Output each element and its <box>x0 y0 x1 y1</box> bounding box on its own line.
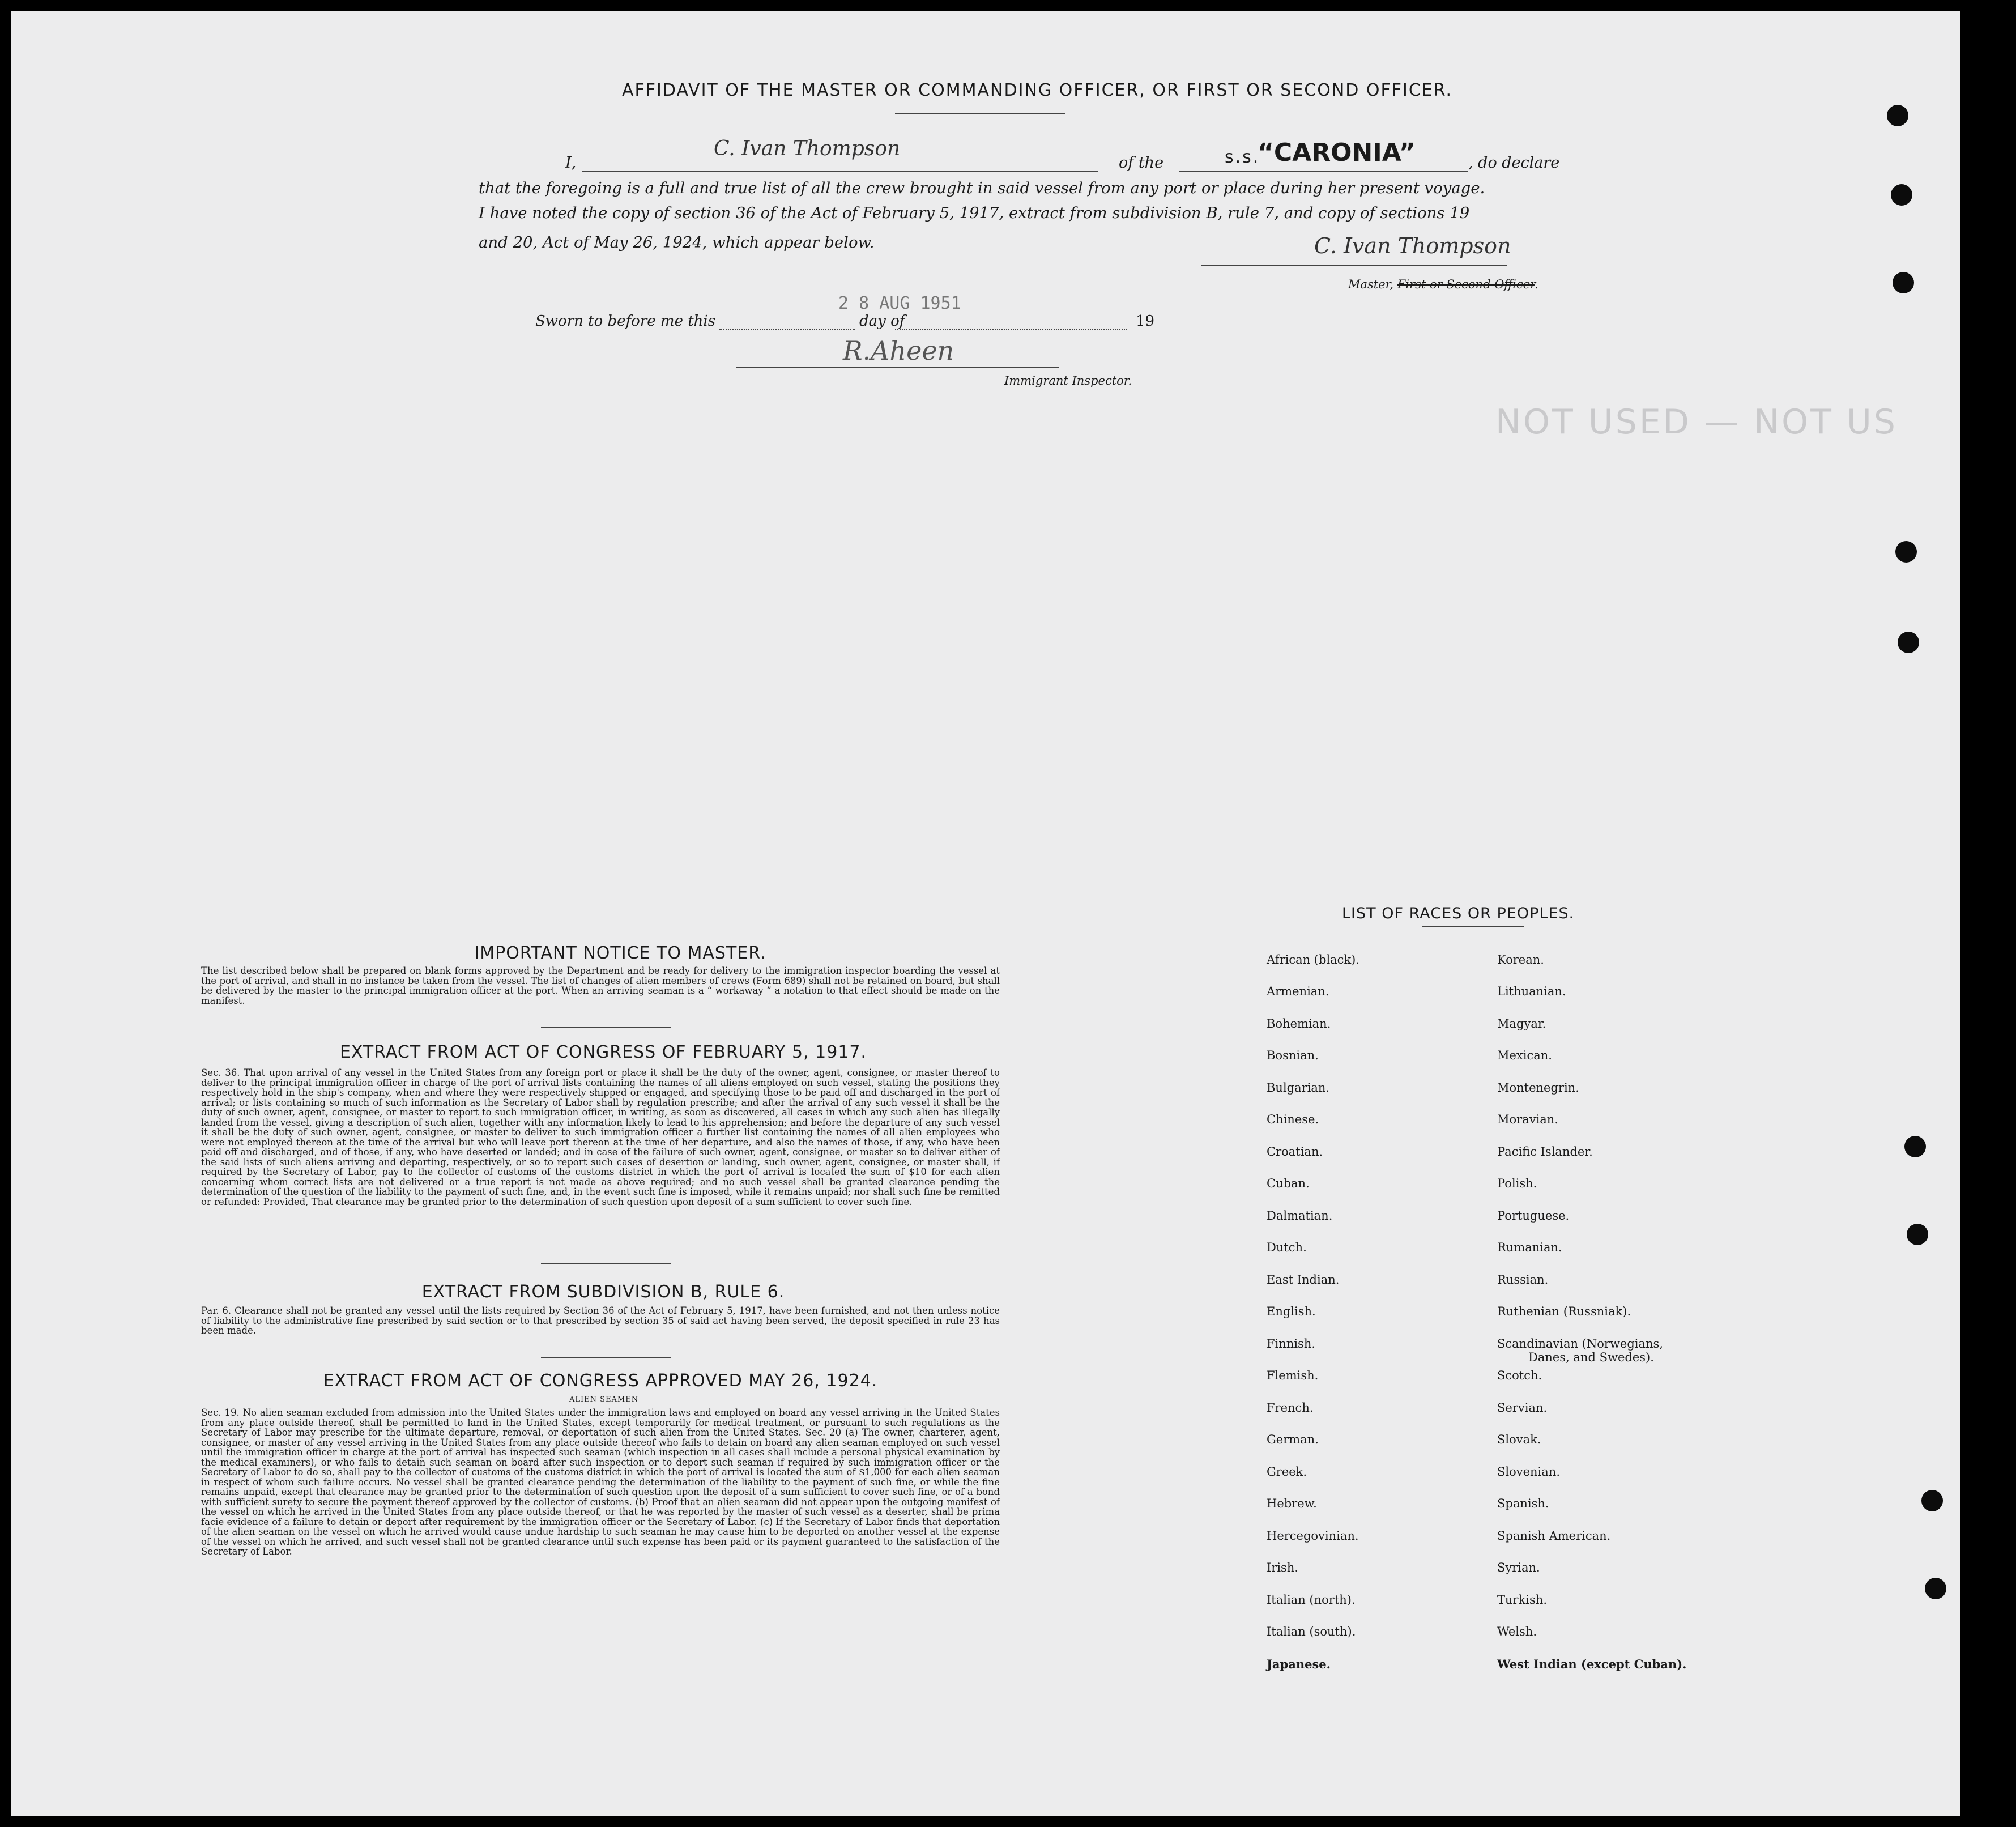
race-item: Spanish American. <box>1497 1529 1611 1543</box>
day-of-label: day of <box>859 313 905 330</box>
race-item: Slovenian. <box>1497 1465 1560 1479</box>
race-item: Slovak. <box>1497 1433 1541 1446</box>
master-title: Master, First or Second Officer. <box>1348 278 1538 291</box>
race-item: Cuban. <box>1267 1177 1310 1190</box>
race-item: Scotch. <box>1497 1369 1542 1382</box>
race-item: French. <box>1267 1401 1314 1415</box>
declaration-line-2: I have noted the copy of section 36 of the Act of February 5, 1917, extract from subdivision B, rule 7, and copy of sections 19 <box>479 204 1470 222</box>
race-item: Bohemian. <box>1267 1017 1331 1030</box>
extract3-text: Sec. 19. No alien seaman excluded from admission into the United States under the immigration laws and employed on board any vessel arriving in the United States from any place outside thereof, shall be permitted to land in the United States, except temporarily for medical treatment, or pursuant to such regulations as the Secretary of Labor may prescribe for the ultimate departure, removal, or deportation of such alien from the United States. Sec. 20 (a) The owner, charterer, agent, consignee, or master of any vessel arriving in the United States from any place outside thereof who fails to detain on board any alien seaman employed on such vessel until the immigration officer in charge at the port of arrival has inspected such seaman (which inspection in all cases shall include a personal physical examination by the medical examiners), or who fails to detain such seaman on board after such inspection or to deport such seaman if required by such immigration officer or the Secretary of Labor to do so, shall pay to the collector of customs of the customs district in which the port of arrival is located the sum of $1,000 for each alien seaman in respect of whom such failure occurs. No vessel shall be granted clearance pending the determination of the liability to the payment of such fine, or while the fine remains unpaid, except that clearance may be granted prior to the determination of such question upon the deposit of a sum sufficient to cover such fine, or of a bond with sufficient surety to secure the payment thereof approved by the collector of customs. (b) Proof that an alien seaman did not appear upon the outgoing manifest of the vessel on which he arrived in the United States from any place outside thereof, or that he was reported by the master of such vessel as a deserter, shall be prima facie evidence of a failure to detain or deport after requirement by the immigration officer or the Secretary of Labor. (c) If the Secretary of Labor finds that deportation of the alien seaman on the vessel on which he arrived would cause undue hardship to such seaman he may cause him to be deported on another vessel at the expense of the vessel on which he arrived, and such vessel shall not be granted clearance until such expense has been paid or its payment guaranteed to the satisfaction of the Secretary of Labor. <box>201 1407 1000 1557</box>
race-item: Montenegrin. <box>1497 1081 1579 1095</box>
race-item: English. <box>1267 1305 1316 1318</box>
race-item: Scandinavian (Norwegians, <box>1497 1337 1664 1351</box>
race-item: Spanish. <box>1497 1497 1549 1510</box>
affidavit-title: AFFIDAVIT OF THE MASTER OR COMMANDING OFFICER, OR FIRST OR SECOND OFFICER. <box>622 80 1453 100</box>
race-item: Rumanian. <box>1497 1241 1562 1254</box>
race-item: Magyar. <box>1497 1017 1546 1030</box>
race-item: West Indian (except Cuban). <box>1497 1657 1687 1671</box>
race-item: Bulgarian. <box>1267 1081 1330 1095</box>
sworn-month-line <box>895 329 1127 330</box>
race-item-continuation: Danes, and Swedes). <box>1528 1351 1654 1364</box>
notice-text: The list described below shall be prepared on blank forms approved by the Department and be ready for delivery to the immigration inspector boarding the vessel at the port of arrival, and shall in no instance be taken from the vessel. The list of changes of alien members of crews (Form 689) shall not be retained on board, but shall be delivered by the master to the principal immigration officer at the port. When an arriving seaman is a “ workaway ” a notation to that effect should be made on the manifest. <box>201 965 1000 1006</box>
punch-hole <box>1895 541 1917 563</box>
race-item: Greek. <box>1267 1465 1307 1479</box>
punch-hole <box>1887 105 1908 126</box>
race-item: African (black). <box>1267 953 1360 966</box>
extract1-text: Sec. 36. That upon arrival of any vessel in the United States from any foreign port or place it shall be the duty of the owner, agent, consignee, or master thereof to deliver to the principal immigration officer in charge of the port of arrival lists containing the names of all aliens employed on such vessel, stating the positions they respectively hold in the ship's company, when and where they were respectively shipped or engaged, and specifying those to be paid off and discharged in the port of arrival; or lists containing so much of such information as the Secretary of Labor shall by regulation prescribe; and after the arrival of any such vessel it shall be the duty of such owner, agent, consignee, or master to report to such immigration officer, in writing, as soon as discovered, all cases in which any such alien has illegally landed from the vessel, giving a description of such alien, together with any information likely to lead to his apprehension; and before the departure of any such vessel it shall be the duty of such owner, agent, consignee, or master to deliver to such immigration officer a further list containing the names of all alien employees who were not employed thereon at the time of the arrival but who will leave port thereon at the time of her departure, and also the names of those, if any, who have been paid off and discharged, and of those, if any, who have deserted or landed; and in case of the failure of such owner, agent, consignee, or master so to deliver either of the said lists of such aliens arriving and departing, respectively, or so to report such cases of desertion or landing, such owner, agent, consignee, or master shall, if required by the Secretary of Labor, pay to the collector of customs of the customs district in which the port of arrival is located the sum of $10 for each alien concerning whom correct lists are not delivered or a true report is not made as above required; and no such vessel shall be granted clearance pending the determination of the question of the liability to the payment of such fine, and, in the event such fine is imposed, while it remains unpaid; nor shall such fine be remitted or refunded: Provided, That clearance may be granted prior to the determination of such question upon deposit of a sum sufficient to cover such fine. <box>201 1067 1000 1207</box>
punch-hole <box>1893 272 1914 293</box>
race-item: East Indian. <box>1267 1273 1340 1287</box>
notice-title: IMPORTANT NOTICE TO MASTER. <box>474 943 766 963</box>
race-item: Italian (south). <box>1267 1625 1356 1638</box>
date-stamp: 2 8 AUG 1951 <box>838 293 961 313</box>
race-item: Korean. <box>1497 953 1544 966</box>
inspector-signature: R.Aheen <box>843 335 954 366</box>
race-item: German. <box>1267 1433 1319 1446</box>
race-item: Croatian. <box>1267 1145 1323 1159</box>
race-item: Turkish. <box>1497 1593 1547 1607</box>
ghost-stamp: NOT USED — NOT US <box>1495 402 1898 442</box>
race-item: Chinese. <box>1267 1113 1319 1126</box>
extract1-title: EXTRACT FROM ACT OF CONGRESS OF FEBRUARY 5, 1917. <box>339 1042 867 1062</box>
race-item: Dutch. <box>1267 1241 1307 1254</box>
race-item: Bosnian. <box>1267 1049 1319 1062</box>
punch-hole <box>1921 1490 1943 1511</box>
extract3-title: EXTRACT FROM ACT OF CONGRESS APPROVED MAY 26, 1924. <box>323 1371 878 1391</box>
vessel-prefix: s.s. <box>1225 147 1260 167</box>
race-item: Russian. <box>1497 1273 1549 1287</box>
separator <box>541 1027 671 1028</box>
vessel-name: “CARONIA” <box>1258 138 1416 167</box>
of-the-label: of the <box>1119 154 1164 172</box>
race-item: Armenian. <box>1267 985 1329 998</box>
title-underline <box>895 113 1065 114</box>
punch-hole <box>1925 1578 1946 1599</box>
race-item: Portuguese. <box>1497 1209 1570 1223</box>
races-title: LIST OF RACES OR PEOPLES. <box>1342 905 1575 922</box>
extract3-subtitle: ALIEN SEAMEN <box>569 1395 639 1404</box>
document-page <box>11 11 1960 1816</box>
inspector-title: Immigrant Inspector. <box>1004 374 1132 387</box>
race-item: Italian (north). <box>1267 1593 1356 1607</box>
race-item: Syrian. <box>1497 1561 1540 1574</box>
year-prefix: 19 <box>1136 313 1155 330</box>
struck-officer-title: First or Second Officer <box>1397 278 1535 291</box>
race-item: Servian. <box>1497 1401 1548 1415</box>
master-signature-line <box>1201 265 1507 266</box>
race-item: Finnish. <box>1267 1337 1316 1351</box>
race-item: Hercegovinian. <box>1267 1529 1359 1543</box>
punch-hole <box>1904 1136 1926 1157</box>
punch-hole <box>1891 184 1912 206</box>
race-item: Polish. <box>1497 1177 1537 1190</box>
race-item: Ruthenian (Russniak). <box>1497 1305 1631 1318</box>
separator <box>541 1263 671 1264</box>
race-item: Dalmatian. <box>1267 1209 1333 1223</box>
do-declare-label: , do declare <box>1468 154 1560 172</box>
extract2-title: EXTRACT FROM SUBDIVISION B, RULE 6. <box>421 1282 785 1302</box>
races-title-underline <box>1422 926 1524 927</box>
master-title-label: Master, <box>1348 278 1394 291</box>
race-item: Pacific Islander. <box>1497 1145 1593 1159</box>
race-item: Welsh. <box>1497 1625 1537 1638</box>
extract2-text: Par. 6. Clearance shall not be granted any vessel until the lists required by Section 36 of the Act of February 5, 1917, have been furnished, and not then unless notice of liability to the administrative fine prescribed by said section or to that prescribed by section 35 of said act having been served, the deposit specified in rule 23 has been made. <box>201 1305 1000 1336</box>
separator <box>541 1357 671 1358</box>
race-item: Moravian. <box>1497 1113 1559 1126</box>
vessel-line <box>1179 171 1468 172</box>
race-item: Mexican. <box>1497 1049 1552 1062</box>
punch-hole <box>1898 632 1919 653</box>
sworn-label: Sworn to before me this <box>535 313 716 330</box>
master-name-signature: C. Ivan Thompson <box>714 137 901 160</box>
i-label: I, <box>565 154 577 172</box>
master-signature: C. Ivan Thompson <box>1314 233 1511 258</box>
race-item: Lithuanian. <box>1497 985 1566 998</box>
name-line <box>582 171 1098 172</box>
inspector-signature-line <box>736 367 1059 368</box>
race-item: Irish. <box>1267 1561 1299 1574</box>
punch-hole <box>1907 1224 1928 1245</box>
race-item: Japanese. <box>1267 1657 1331 1671</box>
race-item: Flemish. <box>1267 1369 1319 1382</box>
sworn-day-line <box>719 329 855 330</box>
race-item: Hebrew. <box>1267 1497 1317 1510</box>
declaration-line-1: that the foregoing is a full and true list of all the crew brought in said vessel from any port or place during her present voyage. <box>479 179 1485 197</box>
declaration-line-3: and 20, Act of May 26, 1924, which appear below. <box>479 233 875 252</box>
